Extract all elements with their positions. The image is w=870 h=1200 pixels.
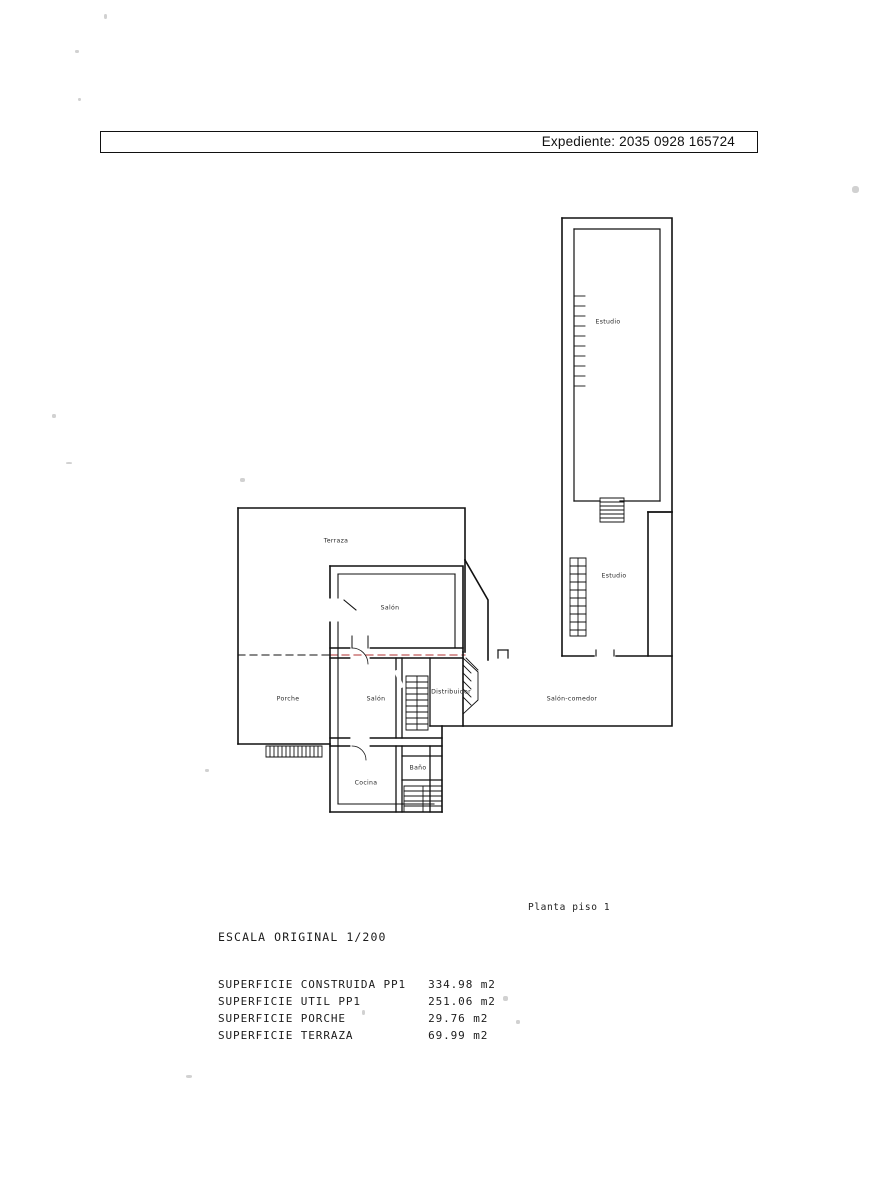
scan-speckle [52, 414, 56, 418]
scan-speckle [240, 478, 245, 482]
scan-speckle [104, 14, 107, 19]
expediente-label: Expediente: 2035 0928 165724 [541, 134, 735, 149]
room-label-terraza: Terraza [323, 537, 349, 545]
surface-value: 69.99 m2 [428, 1029, 489, 1042]
scan-speckle [66, 462, 72, 464]
surface-value: 29.76 m2 [428, 1012, 489, 1025]
room-label-salon-2: Salón [366, 695, 386, 703]
surface-table [218, 978, 496, 1046]
surface-label: SUPERFICIE TERRAZA [218, 1029, 354, 1042]
scan-speckle [75, 50, 79, 53]
expediente-bar [100, 131, 758, 153]
room-label-porche: Porche [276, 695, 300, 703]
table-row [218, 995, 496, 1012]
table-row [218, 978, 496, 995]
room-label-salon: Salón [380, 604, 400, 612]
surface-value: 251.06 m2 [428, 995, 496, 1008]
surface-label: SUPERFICIE UTIL PP1 [218, 995, 361, 1008]
scan-speckle [186, 1075, 192, 1078]
scan-speckle [362, 1010, 365, 1015]
scale-label: ESCALA ORIGINAL 1/200 [218, 930, 387, 944]
scan-speckle [503, 996, 508, 1001]
scan-speckle [852, 186, 859, 193]
table-row [218, 1012, 496, 1029]
scan-speckle [516, 1020, 520, 1024]
room-label-salon-comedor: Salón-comedor [546, 695, 598, 703]
room-label-cocina: Cocina [354, 779, 378, 787]
surface-value: 334.98 m2 [428, 978, 496, 991]
room-label-estudio-2: Estudio [601, 572, 627, 580]
room-label-estudio: Estudio [595, 318, 621, 326]
scan-speckle [78, 98, 81, 101]
surface-label: SUPERFICIE CONSTRUIDA PP1 [218, 978, 407, 991]
room-label-distribuidor: Distribuidor [431, 688, 471, 696]
plan-caption: Planta piso 1 [528, 902, 611, 913]
scan-speckle [205, 769, 209, 772]
room-label-bano: Baño [409, 764, 427, 772]
table-row [218, 1029, 496, 1046]
surface-label: SUPERFICIE PORCHE [218, 1012, 346, 1025]
